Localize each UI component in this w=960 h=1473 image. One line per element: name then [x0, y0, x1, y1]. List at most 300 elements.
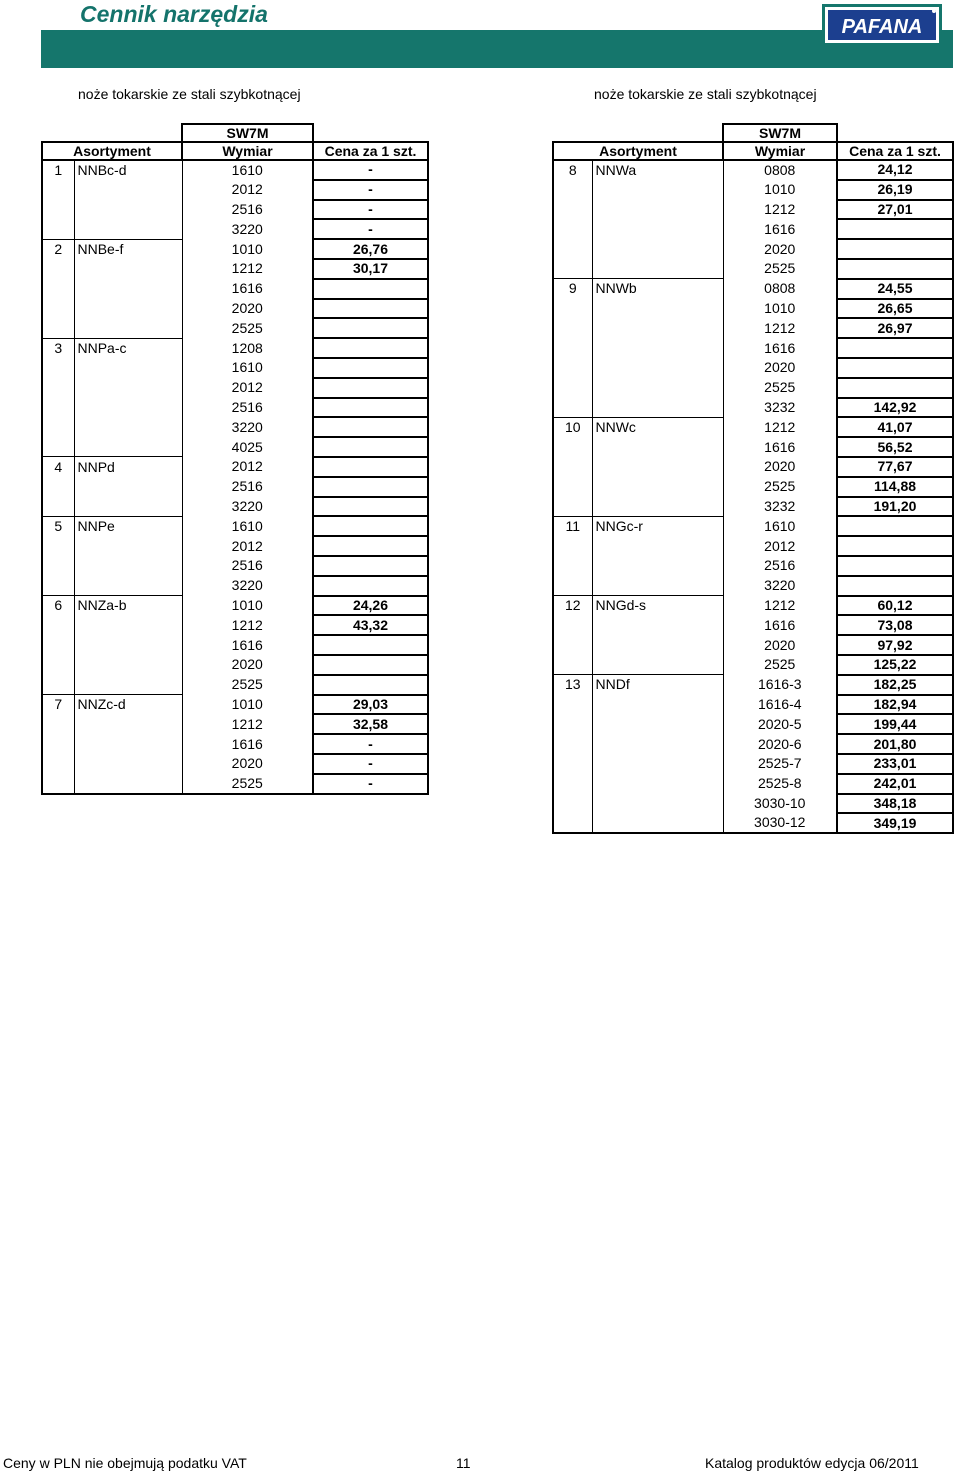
item-name: [74, 615, 182, 635]
price-cell: 26,76: [313, 239, 428, 259]
item-name: NNDf: [592, 675, 723, 695]
item-number: [553, 219, 592, 239]
dimension-cell: 3220: [723, 576, 837, 596]
table-row: [553, 497, 953, 517]
item-name: NNZc-d: [74, 695, 182, 715]
price-cell: -: [313, 754, 428, 774]
item-name: [74, 655, 182, 675]
logo-text: PAFANA: [841, 16, 923, 38]
price-cell: 142,92: [837, 398, 953, 418]
item-name: [74, 734, 182, 754]
footer-catalog-edition: Katalog produktów edycja 06/2011: [705, 1455, 919, 1471]
item-name: [592, 457, 723, 477]
dimension-cell: 2020-5: [723, 714, 837, 734]
item-name: [592, 794, 723, 814]
item-name: [592, 754, 723, 774]
dimension-cell: 1616: [182, 279, 313, 299]
item-number: [42, 536, 74, 556]
price-cell: 201,80: [837, 734, 953, 754]
item-name: [74, 754, 182, 774]
dimension-cell: 1212: [182, 615, 313, 635]
item-name: [592, 398, 723, 418]
dimension-cell: 2525: [723, 655, 837, 675]
item-number: [42, 615, 74, 635]
item-name: NNGc-r: [592, 516, 723, 536]
item-number: [553, 477, 592, 497]
dimension-cell: 0808: [723, 279, 837, 299]
table-row: [42, 417, 428, 437]
table-row: [42, 754, 428, 774]
table-row: [42, 596, 428, 616]
dimension-cell: 2012: [182, 457, 313, 477]
table-row: [553, 239, 953, 259]
item-name: [592, 556, 723, 576]
table-row: [42, 635, 428, 655]
table-row: [42, 576, 428, 596]
dimension-cell: 1212: [723, 200, 837, 220]
table-row: [553, 378, 953, 398]
table-row: [553, 437, 953, 457]
item-name: [74, 437, 182, 457]
item-number: [553, 655, 592, 675]
dimension-cell: 1616: [723, 219, 837, 239]
table-row: [553, 536, 953, 556]
price-cell: [313, 398, 428, 418]
dimension-cell: 2525: [182, 318, 313, 338]
item-number: 3: [42, 338, 74, 358]
item-number: [42, 576, 74, 596]
price-cell: [313, 635, 428, 655]
price-cell: [837, 556, 953, 576]
item-number: [553, 714, 592, 734]
price-cell: [313, 477, 428, 497]
item-name: [74, 477, 182, 497]
dimension-cell: 1616-4: [723, 695, 837, 715]
price-cell: [837, 239, 953, 259]
item-number: 4: [42, 457, 74, 477]
item-number: [553, 239, 592, 259]
item-number: [553, 536, 592, 556]
dimension-cell: 1010: [182, 695, 313, 715]
item-name: [74, 378, 182, 398]
dimension-cell: 1616: [723, 615, 837, 635]
footer-vat-note: Ceny w PLN nie obejmują podatku VAT: [3, 1455, 247, 1471]
item-name: [74, 299, 182, 319]
table-row: [42, 516, 428, 536]
item-name: [74, 576, 182, 596]
item-number: [553, 457, 592, 477]
table-row: [553, 398, 953, 418]
dimension-cell: 1616-3: [723, 675, 837, 695]
item-name: [592, 180, 723, 200]
item-name: [592, 576, 723, 596]
dimension-cell: 1610: [182, 358, 313, 378]
column-header-wymiar: Wymiar: [723, 142, 837, 160]
table-row: [42, 675, 428, 695]
table-row: [553, 675, 953, 695]
item-number: 12: [553, 596, 592, 616]
price-cell: 26,65: [837, 299, 953, 319]
dimension-cell: 2012: [182, 378, 313, 398]
item-number: [553, 635, 592, 655]
price-cell: [313, 358, 428, 378]
table-row: [42, 556, 428, 576]
table-row: [553, 813, 953, 833]
item-number: [553, 497, 592, 517]
table-row: [553, 794, 953, 814]
price-cell: 41,07: [837, 417, 953, 437]
price-cell: [837, 516, 953, 536]
dimension-cell: 3030-12: [723, 813, 837, 833]
header-spacer: [313, 124, 428, 142]
price-cell: 242,01: [837, 774, 953, 794]
dimension-cell: 2525: [182, 774, 313, 794]
price-cell: [837, 219, 953, 239]
item-number: 8: [553, 160, 592, 180]
item-number: [42, 219, 74, 239]
header-spacer: [553, 124, 723, 142]
item-name: NNPd: [74, 457, 182, 477]
page-number: 11: [456, 1455, 471, 1471]
item-name: [592, 239, 723, 259]
price-cell: -: [313, 734, 428, 754]
item-number: [553, 180, 592, 200]
item-number: [42, 774, 74, 794]
item-name: [592, 734, 723, 754]
dimension-cell: 1208: [182, 338, 313, 358]
table-row: [42, 259, 428, 279]
price-cell: 32,58: [313, 714, 428, 734]
price-cell: [837, 378, 953, 398]
item-name: [74, 675, 182, 695]
table-row: [42, 180, 428, 200]
item-number: [42, 398, 74, 418]
item-name: NNBe-f: [74, 239, 182, 259]
table-row: [42, 695, 428, 715]
price-cell: [313, 655, 428, 675]
dimension-cell: 3220: [182, 497, 313, 517]
dimension-cell: 2516: [182, 556, 313, 576]
item-name: [592, 536, 723, 556]
table-row: [553, 596, 953, 616]
price-cell: 24,55: [837, 279, 953, 299]
item-name: NNWb: [592, 279, 723, 299]
item-number: 7: [42, 695, 74, 715]
item-number: [553, 754, 592, 774]
dimension-cell: 3030-10: [723, 794, 837, 814]
column-header-cena: Cena za 1 szt.: [837, 142, 953, 160]
item-number: [42, 180, 74, 200]
item-number: [553, 338, 592, 358]
dimension-cell: 2012: [723, 536, 837, 556]
price-cell: [313, 378, 428, 398]
dimension-cell: 1212: [723, 318, 837, 338]
price-cell: 114,88: [837, 477, 953, 497]
dimension-cell: 3232: [723, 398, 837, 418]
price-cell: -: [313, 160, 428, 180]
price-cell: 73,08: [837, 615, 953, 635]
dimension-cell: 3232: [723, 497, 837, 517]
table-row: [553, 635, 953, 655]
column-header-cena: Cena za 1 szt.: [313, 142, 428, 160]
item-name: NNWa: [592, 160, 723, 180]
item-number: [42, 318, 74, 338]
price-cell: 27,01: [837, 200, 953, 220]
item-number: [553, 378, 592, 398]
table-row: [553, 556, 953, 576]
price-cell: [313, 437, 428, 457]
column-header-asortyment: Asortyment: [42, 142, 182, 160]
dimension-cell: 4025: [182, 437, 313, 457]
price-cell: 182,94: [837, 695, 953, 715]
table-row: [553, 477, 953, 497]
price-cell: 182,25: [837, 675, 953, 695]
table-row: [42, 437, 428, 457]
price-cell: [837, 358, 953, 378]
dimension-cell: 1616: [723, 437, 837, 457]
price-cell: [313, 318, 428, 338]
header-band: [41, 30, 953, 68]
grade-header: SW7M: [723, 124, 837, 142]
price-cell: 191,20: [837, 497, 953, 517]
price-cell: [313, 516, 428, 536]
item-name: NNPa-c: [74, 338, 182, 358]
price-cell: 24,12: [837, 160, 953, 180]
price-cell: [837, 259, 953, 279]
item-name: [592, 813, 723, 833]
dimension-cell: 2012: [182, 536, 313, 556]
item-number: [553, 734, 592, 754]
table-row: [42, 378, 428, 398]
dimension-cell: 0808: [723, 160, 837, 180]
price-cell: -: [313, 219, 428, 239]
item-number: [42, 279, 74, 299]
price-cell: [313, 457, 428, 477]
table-row: [42, 655, 428, 675]
header-spacer: [837, 124, 953, 142]
item-name: [592, 477, 723, 497]
table-row: [42, 279, 428, 299]
table-row: [553, 200, 953, 220]
item-name: [74, 714, 182, 734]
dimension-cell: 1010: [182, 596, 313, 616]
item-name: [74, 556, 182, 576]
price-cell: 29,03: [313, 695, 428, 715]
item-number: 13: [553, 675, 592, 695]
price-cell: 349,19: [837, 813, 953, 833]
price-cell: [313, 279, 428, 299]
price-cell: 43,32: [313, 615, 428, 635]
item-number: [553, 398, 592, 418]
table-row: [553, 734, 953, 754]
dimension-cell: 2020: [182, 655, 313, 675]
price-cell: 348,18: [837, 794, 953, 814]
item-number: [553, 615, 592, 635]
price-cell: -: [313, 200, 428, 220]
item-name: [592, 200, 723, 220]
right-section-title: noże tokarskie ze stali szybkotnącej: [594, 86, 817, 102]
dimension-cell: 1616: [723, 338, 837, 358]
item-name: NNWc: [592, 417, 723, 437]
price-cell: -: [313, 774, 428, 794]
price-cell: [313, 417, 428, 437]
item-name: [592, 655, 723, 675]
table-row: [42, 536, 428, 556]
item-number: 5: [42, 516, 74, 536]
price-cell: [837, 536, 953, 556]
item-number: [553, 358, 592, 378]
header-spacer: [42, 124, 182, 142]
item-number: 6: [42, 596, 74, 616]
item-number: [553, 576, 592, 596]
item-number: [42, 477, 74, 497]
item-number: [42, 437, 74, 457]
item-number: [42, 378, 74, 398]
price-cell: [313, 299, 428, 319]
price-cell: [313, 497, 428, 517]
table-row: [42, 160, 428, 180]
dimension-cell: 1212: [182, 259, 313, 279]
dimension-cell: 2020: [723, 457, 837, 477]
item-name: [592, 259, 723, 279]
dimension-cell: 1212: [723, 417, 837, 437]
item-number: [42, 299, 74, 319]
table-row: [42, 219, 428, 239]
item-name: [592, 358, 723, 378]
dimension-cell: 2525-8: [723, 774, 837, 794]
item-name: NNBc-d: [74, 160, 182, 180]
price-cell: [313, 675, 428, 695]
dimension-cell: 3220: [182, 219, 313, 239]
table-row: [553, 299, 953, 319]
pafana-logo: [822, 4, 942, 46]
grade-header: SW7M: [182, 124, 313, 142]
price-cell: -: [313, 180, 428, 200]
table-row: [553, 160, 953, 180]
price-cell: [313, 576, 428, 596]
table-row: [553, 774, 953, 794]
dimension-cell: 1610: [723, 516, 837, 536]
item-name: [592, 635, 723, 655]
price-table-left: [41, 123, 429, 795]
item-name: [592, 378, 723, 398]
item-number: [42, 358, 74, 378]
table-row: [42, 714, 428, 734]
dimension-cell: 2525: [182, 675, 313, 695]
price-cell: 56,52: [837, 437, 953, 457]
table-row: [42, 358, 428, 378]
table-row: [553, 576, 953, 596]
item-number: [553, 318, 592, 338]
dimension-cell: 1616: [182, 635, 313, 655]
price-cell: 24,26: [313, 596, 428, 616]
dimension-cell: 2525: [723, 378, 837, 398]
item-number: [553, 556, 592, 576]
price-cell: 26,19: [837, 180, 953, 200]
table-row: [553, 180, 953, 200]
table-row: [553, 259, 953, 279]
dimension-cell: 1610: [182, 160, 313, 180]
item-number: [553, 299, 592, 319]
item-number: [42, 497, 74, 517]
item-number: [42, 655, 74, 675]
table-row: [553, 358, 953, 378]
table-row: [553, 516, 953, 536]
dimension-cell: 2020: [723, 635, 837, 655]
item-number: [42, 556, 74, 576]
price-cell: [313, 536, 428, 556]
item-name: [74, 259, 182, 279]
item-name: [592, 318, 723, 338]
price-cell: [313, 556, 428, 576]
price-cell: 97,92: [837, 635, 953, 655]
item-name: [74, 358, 182, 378]
table-row: [553, 655, 953, 675]
price-cell: 77,67: [837, 457, 953, 477]
item-number: [42, 754, 74, 774]
table-row: [42, 318, 428, 338]
dimension-cell: 2516: [182, 398, 313, 418]
table-row: [553, 338, 953, 358]
table-row: [553, 714, 953, 734]
dimension-cell: 2020: [723, 358, 837, 378]
item-name: [74, 219, 182, 239]
page-title: Cennik narzędzia: [80, 1, 268, 27]
column-header-asortyment: Asortyment: [553, 142, 723, 160]
dimension-cell: 2012: [182, 180, 313, 200]
left-section-title: noże tokarskie ze stali szybkotnącej: [78, 86, 301, 102]
item-number: [553, 437, 592, 457]
item-name: [74, 318, 182, 338]
item-name: [74, 180, 182, 200]
dimension-cell: 2525-7: [723, 754, 837, 774]
item-number: [42, 734, 74, 754]
table-row: [553, 219, 953, 239]
dimension-cell: 2516: [182, 200, 313, 220]
column-header-wymiar: Wymiar: [182, 142, 313, 160]
item-number: [553, 259, 592, 279]
item-number: 2: [42, 239, 74, 259]
item-name: NNGd-s: [592, 596, 723, 616]
table-row: [42, 615, 428, 635]
item-name: [74, 774, 182, 794]
item-number: [553, 813, 592, 833]
item-name: [592, 497, 723, 517]
table-row: [42, 477, 428, 497]
table-row: [42, 734, 428, 754]
item-number: [42, 635, 74, 655]
dimension-cell: 1010: [723, 180, 837, 200]
item-number: 10: [553, 417, 592, 437]
item-name: [74, 398, 182, 418]
dimension-cell: 2020: [182, 299, 313, 319]
price-cell: 125,22: [837, 655, 953, 675]
item-name: [592, 695, 723, 715]
item-number: 1: [42, 160, 74, 180]
item-number: [553, 200, 592, 220]
table-row: [42, 398, 428, 418]
table-row: [553, 318, 953, 338]
dimension-cell: 2516: [723, 556, 837, 576]
dimension-cell: 3220: [182, 576, 313, 596]
dimension-cell: 2020: [182, 754, 313, 774]
price-cell: 60,12: [837, 596, 953, 616]
dimension-cell: 1616: [182, 734, 313, 754]
dimension-cell: 2020-6: [723, 734, 837, 754]
dimension-cell: 1212: [182, 714, 313, 734]
item-number: [553, 774, 592, 794]
dimension-cell: 1610: [182, 516, 313, 536]
